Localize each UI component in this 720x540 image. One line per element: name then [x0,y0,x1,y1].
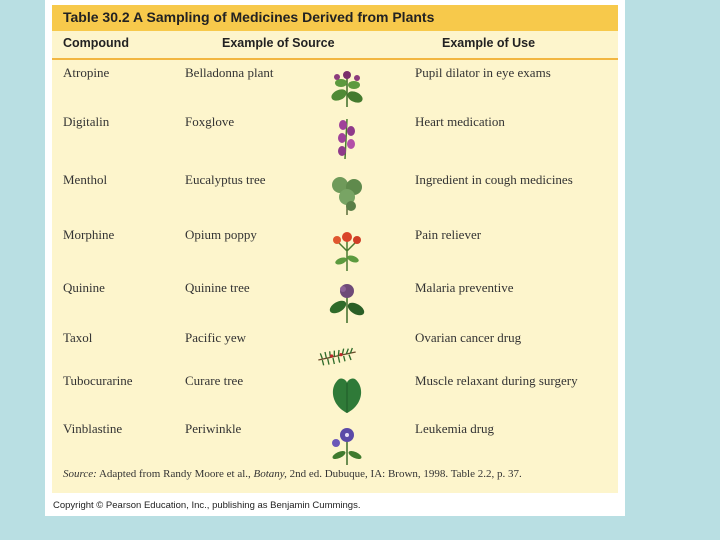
periwinkle-icon [327,423,367,465]
cell-source-6: Curare tree [185,373,244,388]
title-bar [52,5,618,31]
opium-poppy-icon [327,229,367,271]
foxglove-icon [327,117,367,159]
cell-compound-3: Morphine [63,227,115,242]
curare-leaf-icon [327,373,367,415]
source-prefix: Source: [63,468,97,480]
belladonna-plant-icon [327,67,367,109]
cell-use-1: Heart medication [415,114,505,129]
cell-source-3: Opium poppy [185,227,257,242]
cell-use-6: Muscle relaxant during surgery [415,373,578,388]
quinine-tree-icon [327,281,367,323]
copyright-notice: Copyright © Pearson Education, Inc., publishing as Benjamin Cummings. [53,500,361,511]
cell-use-4: Malaria preventive [415,280,514,295]
source-note [63,468,522,480]
cell-source-0: Belladonna plant [185,65,274,80]
cell-source-1: Foxglove [185,114,235,129]
cell-use-5: Ovarian cancer drug [415,330,522,345]
pacific-yew-icon [317,333,357,375]
cell-source-4: Quinine tree [185,280,250,295]
cell-use-3: Pain reliever [415,227,482,242]
cell-compound-6: Tubocurarine [63,373,133,388]
header-compound: Compound [63,36,129,50]
cell-source-2: Eucalyptus tree [185,172,266,187]
table-panel [52,5,618,493]
slide [45,0,625,516]
cell-use-0: Pupil dilator in eye exams [415,65,551,80]
table-title: Table 30.2 A Sampling of Medicines Derived from Plants [63,9,435,25]
cell-compound-7: Vinblastine [63,421,123,436]
cell-source-7: Periwinkle [185,421,242,436]
cell-compound-2: Menthol [63,172,108,187]
cell-source-5: Pacific yew [185,330,247,345]
source-pre: Adapted from Randy Moore et al., [96,468,254,480]
cell-compound-0: Atropine [63,65,110,80]
header-divider [52,58,618,60]
cell-use-2: Ingredient in cough medicines [415,172,573,187]
source-post: 2nd ed. Dubuque, IA: Brown, 1998. Table 2.2, p. 37. [286,468,522,480]
cell-compound-5: Taxol [63,330,93,345]
header-example-of-use: Example of Use [442,36,536,50]
cell-use-7: Leukemia drug [415,421,495,436]
header-example-of-source: Example of Source [222,36,335,50]
cell-compound-1: Digitalin [63,114,110,129]
eucalyptus-icon [327,173,367,215]
source-book: Botany, [253,468,287,480]
cell-compound-4: Quinine [63,280,105,295]
